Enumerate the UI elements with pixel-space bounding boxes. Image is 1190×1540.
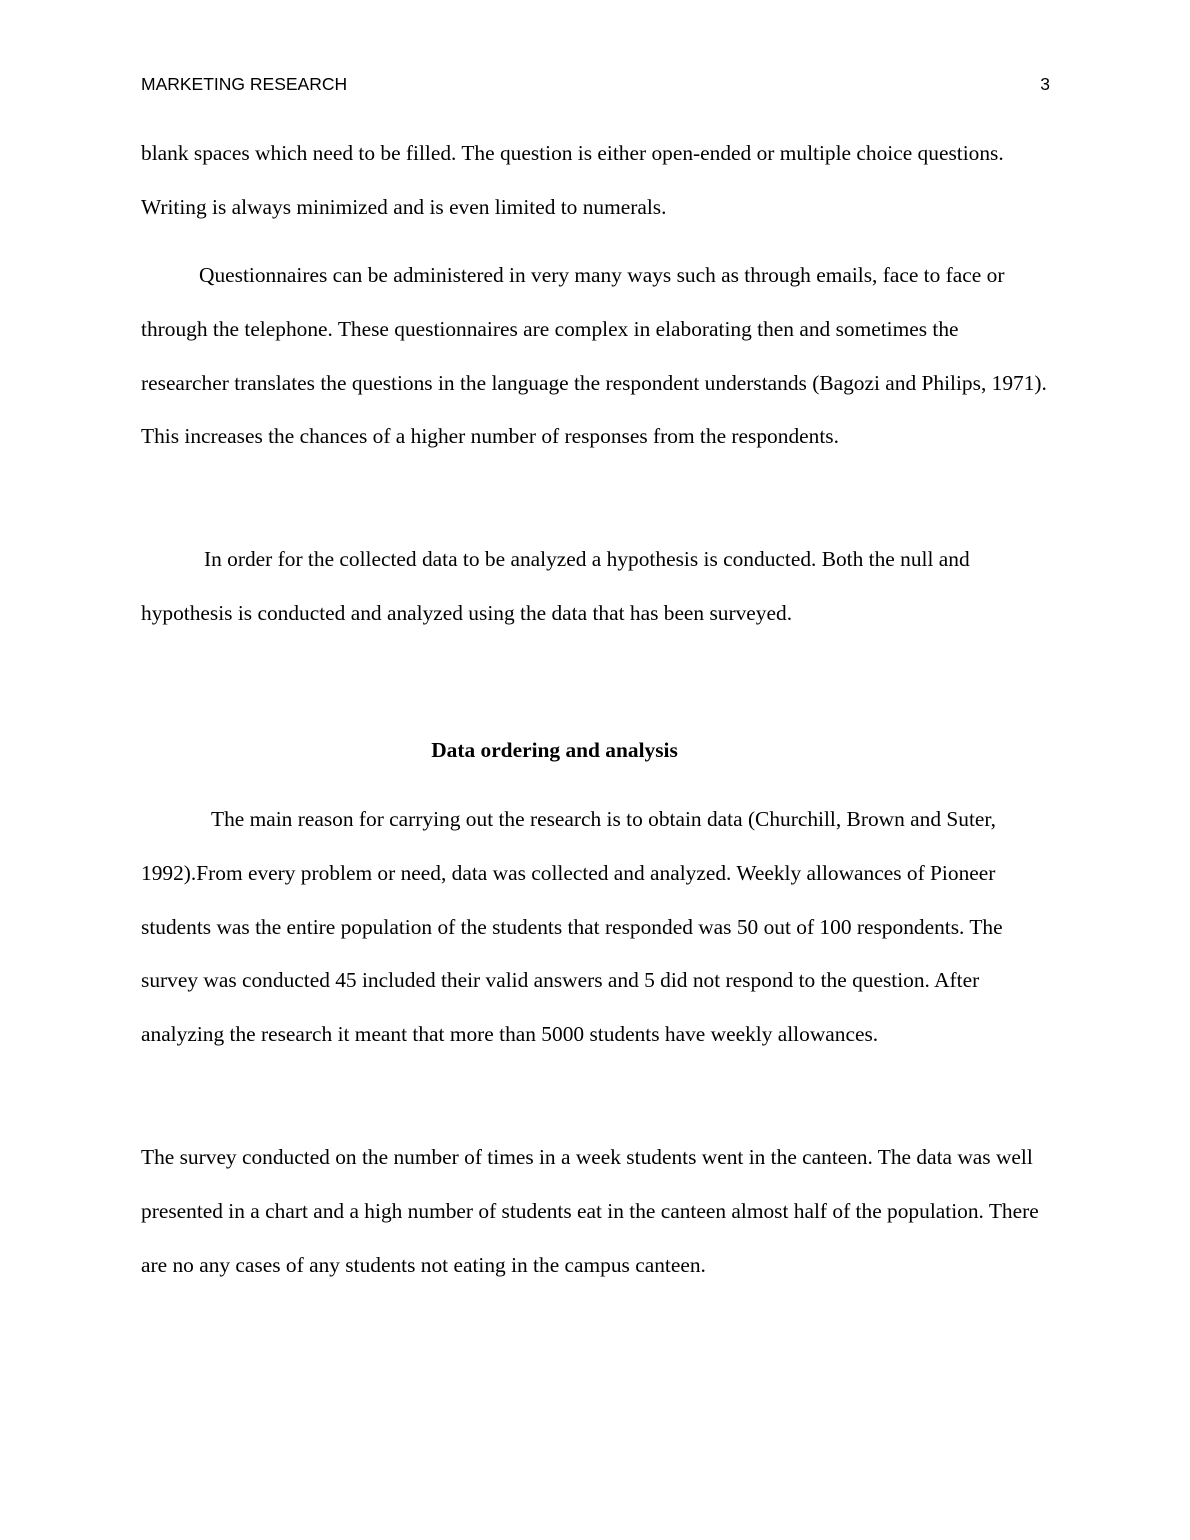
running-head: MARKETING RESEARCH [141, 74, 348, 94]
page-number: 3 [1040, 74, 1050, 94]
paragraph-hypothesis: In order for the collected data to be analyzed a hypothesis is conducted. Both the null and hypothesis is conducted and analyzed using the data that has been surveyed. [141, 547, 970, 625]
page-header [141, 71, 1050, 97]
paragraph-data-collection: The main reason for carrying out the research is to obtain data (Churchill, Brown and Suter, 1992).From every problem or need, data was collected and analyzed. Weekly allowances of Pioneer students was the entire population of the students that responded was 50 out of 100 respondents. The survey was conducted 45 included their valid answers and 5 did not respond to the question. After analyzing the research it meant that more than 5000 students have weekly allowances. [141, 807, 1003, 1047]
paragraph-questionnaire-administration: Questionnaires can be administered in very many ways such as through emails, face to face or through the telephone. These questionnaires are complex in elaborating then and sometimes the researcher translates the questions in the language the respondent understands (Bagozi and Philips, 1971). This increases the chances of a higher number of responses from the respondents. [141, 263, 1047, 449]
section-heading: Data ordering and analysis [431, 738, 678, 762]
paragraph-canteen-survey: The survey conducted on the number of times in a week students went in the canteen. The data was well presented in a chart and a high number of students eat in the canteen almost half of the population. There are no any cases of any students not eating in the campus canteen. [141, 1145, 1039, 1277]
paragraph-questionnaire-format: blank spaces which need to be filled. The question is either open-ended or multiple choice questions. Writing is always minimized and is even limited to numerals. [141, 141, 1004, 219]
